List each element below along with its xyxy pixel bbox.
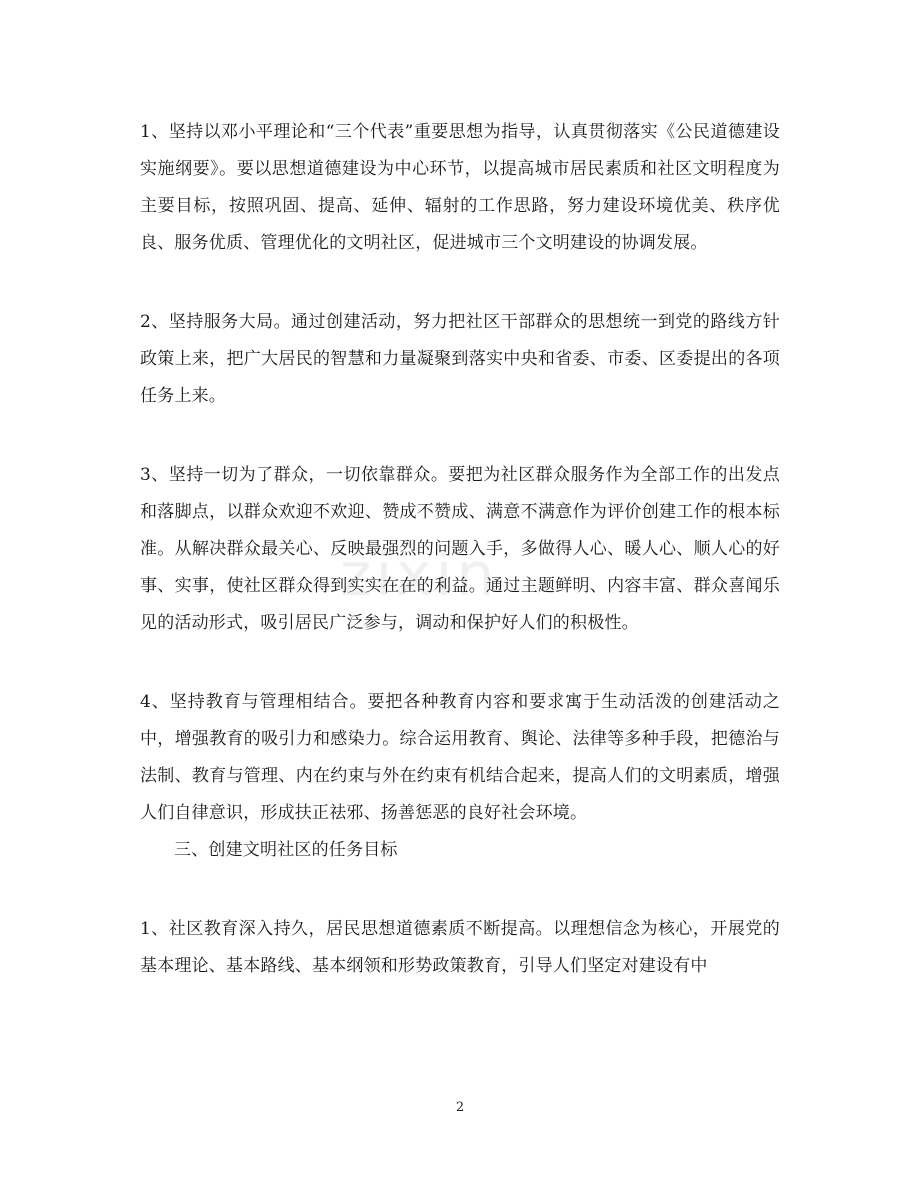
paragraph-4: 4、坚持教育与管理相结合。要把各种教育内容和要求寓于生动活泼的创建活动之中，增强教育的吸引力和感染力。综合运用教育、舆论、法律等多种手段，把德治与法制、教育与管理、内在约束与外在约束有机结合起来，提高人们的文明素质，增强人们自律意识，形成扶正祛邪、扬善惩恶的良好社会环境。 [140, 692, 780, 823]
page-number: 2 [455, 1100, 465, 1115]
document-body [140, 114, 780, 1027]
paragraph-2: 2、坚持服务大局。通过创建活动，努力把社区干部群众的思想统一到党的路线方针政策上来，把广大居民的智慧和力量凝聚到落实中央和省委、市委、区委提出的各项任务上来。 [140, 312, 780, 406]
paragraph-3: 3、坚持一切为了群众，一切依靠群众。要把为社区群众服务作为全部工作的出发点和落脚点，以群众欢迎不欢迎、赞成不赞成、满意不满意作为评价创建工作的根本标准。从解决群众最关心、反映最强烈的问题入手，多做得人心、暖人心、顺人心的好事、实事，使社区群众得到实实在在的利益。通过主题鲜明、内容丰富、群众喜闻乐见的活动形式，吸引居民广泛参与，调动和保护好人们的积极性。 [140, 465, 780, 633]
section-heading: 三、创建文明社区的任务目标 [174, 840, 398, 860]
watermark: zixin [340, 540, 499, 610]
paragraph-1: 1、坚持以邓小平理论和“三个代表”重要思想为指导，认真贯彻落实《公民道德建设实施纲要》。要以思想道德建设为中心环节，以提高城市居民素质和社区文明程度为主要目标，按照巩固、提高、延伸、辐射的工作思路，努力建设环境优美、秩序优良、服务优质、管理优化的文明社区，促进城市三个文明建设的协调发展。 [140, 122, 780, 253]
paragraph-5: 1、社区教育深入持久，居民思想道德素质不断提高。以理想信念为核心，开展党的基本理论、基本路线、基本纲领和形势政策教育，引导人们坚定对建设有中 [140, 919, 780, 976]
